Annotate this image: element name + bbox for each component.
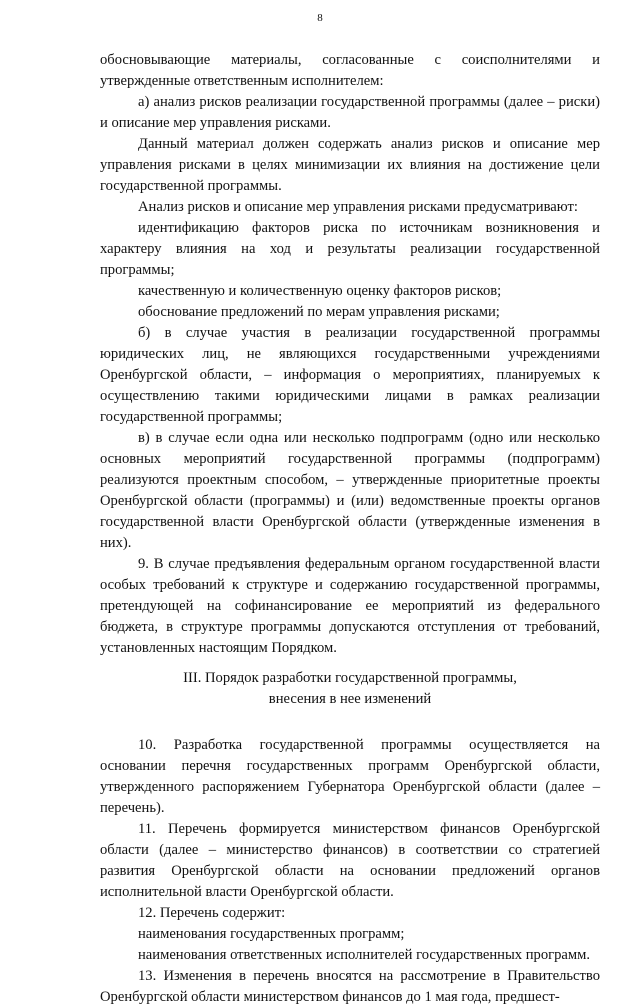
paragraphs-before-section xyxy=(100,50,600,659)
paragraph-p5: идентификацию факторов риска по источникам возникновения и характеру влияния на ход и результаты реализации государственной программы; xyxy=(100,220,600,278)
paragraph-p14: наименования государственных программ; xyxy=(138,926,405,942)
paragraph-p9: в) в случае если одна или несколько подпрограмм (одно или несколько основных мероприятий государственной программы (подпрограмм) реализуются проектным способом, – утвержденные приоритетные проекты Оренбургской области (программы) и (или) ведомственные проекты органов государственной власти Оренбургской области (утвержденные изменения в них). xyxy=(100,430,600,551)
paragraph-p16: 13. Изменения в перечень вносятся на рассмотрение в Правительство Оренбургской области министерством финансов до 1 мая года, предшест- xyxy=(100,968,600,1005)
paragraph-p2: а) анализ рисков реализации государственной программы (далее – риски) и описание мер управления рисками. xyxy=(100,94,600,131)
paragraph-p11: 10. Разработка государственной программы осуществляется на основании перечня государственных программ Оренбургской области, утвержденного распоряжением Губернатора Оренбургской области (далее – перечень). xyxy=(100,737,600,816)
paragraph-p3: Данный материал должен содержать анализ рисков и описание мер управления рисками в целях минимизации их влияния на достижение цели государственной программы. xyxy=(100,136,600,194)
paragraph-p10: 9. В случае предъявления федеральным органом государственной власти особых требований к структуре и содержанию государственной программы, претендующей на софинансирование ее мероприятий из федерального бюджета, в структуре программы допускаются отступления от требований, установленных настоящим Порядком. xyxy=(100,556,600,656)
paragraph-p7: обоснование предложений по мерам управления рисками; xyxy=(138,304,500,320)
page-number: 8 xyxy=(317,12,323,24)
section-heading-line-1: III. Порядок разработки государственной программы, xyxy=(183,670,517,686)
paragraph-p1: обосновывающие материалы, согласованные с соисполнителями и утвержденные ответственным исполнителем: xyxy=(100,52,600,89)
paragraphs-after-section xyxy=(100,735,600,1008)
paragraph-p13: 12. Перечень содержит: xyxy=(138,905,286,921)
document-body xyxy=(100,50,600,1008)
paragraph-p8: б) в случае участия в реализации государственной программы юридических лиц, не являющихся государственными учреждениями Оренбургской области, – информация о мероприятиях, планируемых к осуществлению такими юридическими лицами в рамках реализации государственной программы; xyxy=(100,325,600,425)
paragraph-p6: качественную и количественную оценку факторов рисков; xyxy=(138,283,502,299)
paragraph-p12: 11. Перечень формируется министерством финансов Оренбургской области (далее – министерство финансов) в соответствии со стратегией развития Оренбургской области на основании предложений органов исполнительной власти Оренбургской области. xyxy=(100,821,600,900)
section-heading xyxy=(100,668,600,710)
paragraph-p15: наименования ответственных исполнителей государственных программ. xyxy=(138,947,591,963)
paragraph-p4: Анализ рисков и описание мер управления рисками предусматривают: xyxy=(138,199,578,215)
section-heading-line-2: внесения в нее изменений xyxy=(268,691,432,707)
